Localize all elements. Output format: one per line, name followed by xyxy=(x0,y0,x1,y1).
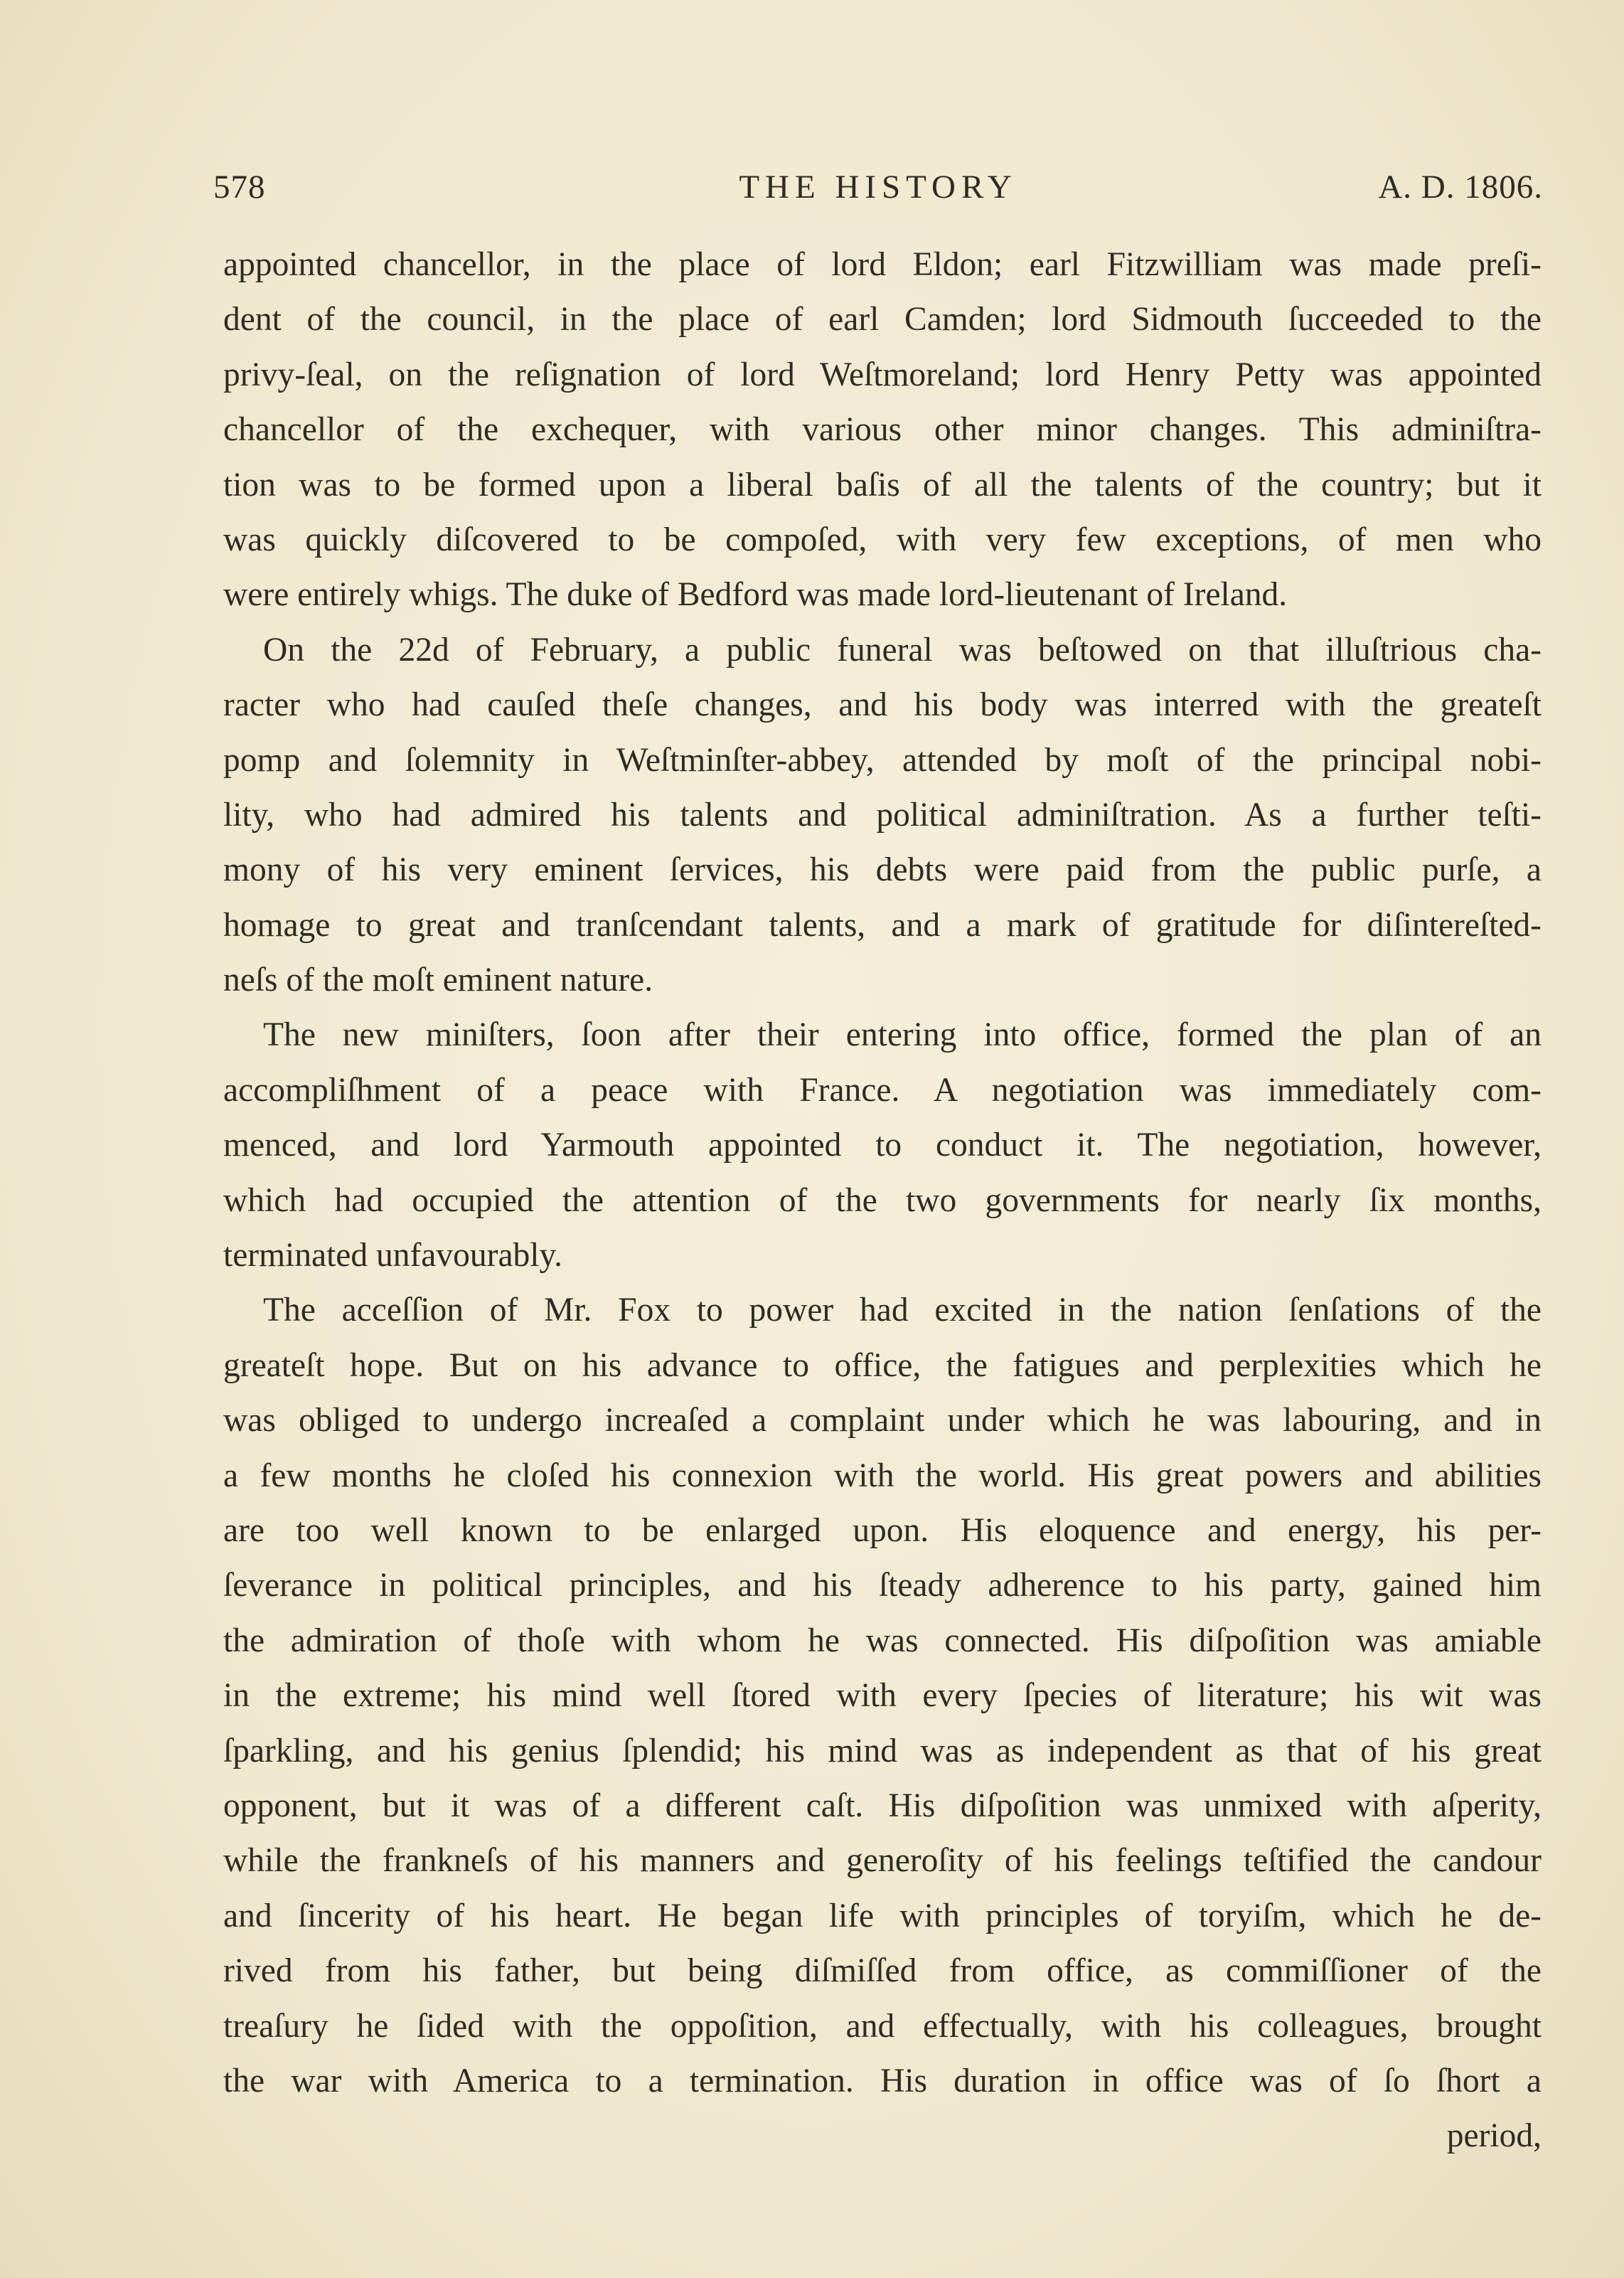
text-line: treaſury he ſided with the oppoſition, and effectually, with his colleagues, brought xyxy=(223,2007,1542,2045)
text-line: dent of the council, in the place of earl Camden; lord Sidmouth ſucceeded to the xyxy=(223,301,1542,339)
text-line: racter who had cauſed theſe changes, and his body was interred with the greateſt xyxy=(223,686,1542,724)
text-line: opponent, but it was of a different caſt. His diſpoſition was unmixed with aſperity, xyxy=(223,1787,1542,1824)
running-header xyxy=(213,168,1543,218)
text-line: are too well known to be enlarged upon. His eloquence and energy, his per- xyxy=(223,1511,1542,1549)
text-line: while the frankneſs of his manners and generoſity of his feelings teſtified the candour xyxy=(223,1842,1542,1880)
text-line: in the extreme; his mind well ſtored with every ſpecies of literature; his wit was xyxy=(223,1677,1542,1715)
text-line: and ſincerity of his heart. He began life with principles of toryiſm, which he de- xyxy=(223,1897,1542,1934)
running-title: THE HISTORY xyxy=(739,169,1017,206)
text-line: neſs of the moſt eminent nature. xyxy=(223,962,653,999)
text-line: were entirely whigs. The duke of Bedford was made lord-lieutenant of Ireland. xyxy=(223,576,1288,614)
paragraph-start: On the 22d of February, a public funeral was beſtowed on that illuſtrious cha- xyxy=(263,631,1542,669)
text-line: the admiration of thoſe with whom he was connected. His diſpoſition was amiable xyxy=(223,1622,1542,1659)
text-line: chancellor of the exchequer, with various other minor changes. This adminiſtra- xyxy=(223,411,1542,449)
text-line: was quickly diſcovered to be compoſed, with very few exceptions, of men who xyxy=(223,521,1542,558)
paragraph-start: The new miniſters, ſoon after their entering into office, formed the plan of an xyxy=(263,1016,1542,1054)
text-line: pomp and ſolemnity in Weſtminſter-abbey, attended by moſt of the principal nobi- xyxy=(223,741,1542,779)
text-line: menced, and lord Yarmouth appointed to conduct it. The negotiation, however, xyxy=(223,1127,1542,1164)
text-line: greateſt hope. But on his advance to office, the fatigues and perplexities which he xyxy=(223,1346,1542,1384)
text-line: privy-ſeal, on the reſignation of lord Weſtmoreland; lord Henry Petty was appointed xyxy=(223,356,1542,393)
text-line: ſparkling, and his genius ſplendid; his mind was as independent as that of his great xyxy=(223,1732,1542,1769)
header-date: A. D. 1806. xyxy=(1378,169,1543,206)
text-line: the war with America to a termination. His duration in office was of ſo ſhort a xyxy=(223,2062,1542,2099)
text-line: which had occupied the attention of the two governments for nearly ſix months, xyxy=(223,1181,1542,1219)
text-line: terminated unfavourably. xyxy=(223,1237,563,1274)
text-line: tion was to be formed upon a liberal baſis of all the talents of the country; but it xyxy=(223,466,1542,504)
text-line: mony of his very eminent ſervices, his debts were paid from the public purſe, a xyxy=(223,851,1542,889)
body-text xyxy=(223,238,1542,2164)
catchword: period, xyxy=(1446,2117,1542,2155)
text-line: appointed chancellor, in the place of lord Eldon; earl Fitzwilliam was made preſi- xyxy=(223,246,1542,283)
page-number: 578 xyxy=(213,169,266,206)
text-line: accompliſhment of a peace with France. A negotiation was immediately com- xyxy=(223,1071,1542,1109)
text-line: a few months he cloſed his connexion with the world. His great powers and abilities xyxy=(223,1457,1542,1494)
text-line: lity, who had admired his talents and political adminiſtration. As a further teſti- xyxy=(223,796,1542,834)
text-line: homage to great and tranſcendant talents, and a mark of gratitude for diſintereſted- xyxy=(223,906,1542,944)
text-line: ſeverance in political principles, and his ſteady adherence to his party, gained him xyxy=(223,1567,1542,1604)
text-line: rived from his father, but being diſmiſſed from office, as commiſſioner of the xyxy=(223,1952,1542,1990)
text-line: was obliged to undergo increaſed a complaint under which he was labouring, and in xyxy=(223,1402,1542,1439)
paragraph-start: The acceſſion of Mr. Fox to power had excited in the nation ſenſations of the xyxy=(263,1292,1542,1329)
